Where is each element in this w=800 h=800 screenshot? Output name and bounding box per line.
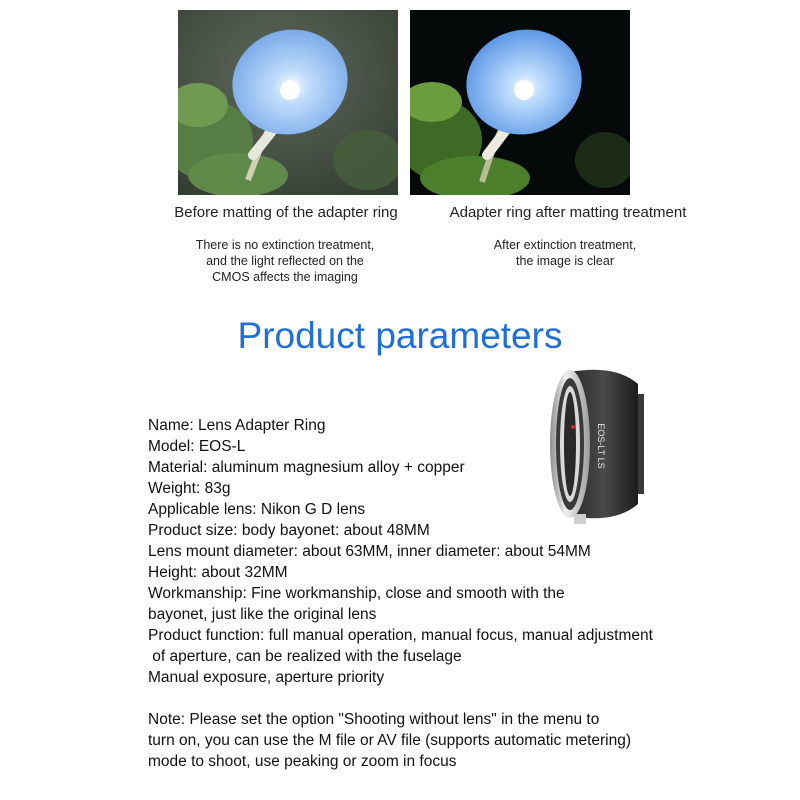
note-line: Note: Please set the option "Shooting without lens" in the menu to [148, 711, 600, 728]
spec-line: Lens mount diameter: about 63MM, inner diameter: about 54MM [148, 543, 591, 560]
ring-engraving-label: EOS-LT LS [596, 423, 606, 469]
spec-line: Applicable lens: Nikon G D lens [148, 501, 366, 518]
after-matting-photo [410, 10, 630, 195]
spec-line: Height: about 32MM [148, 564, 288, 581]
spec-line: bayonet, just like the original lens [148, 606, 377, 623]
spec-line: Product function: full manual operation, manual focus, manual adjustment [148, 627, 653, 644]
spec-list [148, 415, 748, 688]
before-caption: Before matting of the adapter ring [174, 204, 398, 221]
spec-line: Name: Lens Adapter Ring [148, 417, 326, 434]
spec-line: Model: EOS-L [148, 438, 246, 455]
before-note [170, 237, 400, 285]
after-note [450, 237, 680, 269]
before-note-line: and the light reflected on the [206, 254, 364, 268]
spec-line: Material: aluminum magnesium alloy + copper [148, 459, 465, 476]
after-note-line: After extinction treatment, [493, 238, 637, 252]
spec-line: Manual exposure, aperture priority [148, 669, 385, 686]
after-note-line: the image is clear [516, 254, 614, 268]
morning-glory-flower-image-hazy [178, 10, 398, 195]
usage-note [148, 709, 768, 772]
note-line: mode to shoot, use peaking or zoom in focus [148, 753, 457, 770]
spec-line: Product size: body bayonet: about 48MM [148, 522, 430, 539]
note-line: turn on, you can use the M file or AV file (supports automatic metering) [148, 732, 632, 749]
section-title: Product parameters [237, 315, 563, 356]
spec-line: Workmanship: Fine workmanship, close and smooth with the [148, 585, 565, 602]
spec-line: Weight: 83g [148, 480, 231, 497]
before-note-line: CMOS affects the imaging [212, 270, 358, 284]
morning-glory-flower-image-clear [410, 10, 630, 195]
spec-line: of aperture, can be realized with the fuselage [148, 648, 462, 665]
after-caption: Adapter ring after matting treatment [449, 204, 687, 221]
before-note-line: There is no extinction treatment, [195, 238, 375, 252]
before-matting-photo [178, 10, 398, 195]
